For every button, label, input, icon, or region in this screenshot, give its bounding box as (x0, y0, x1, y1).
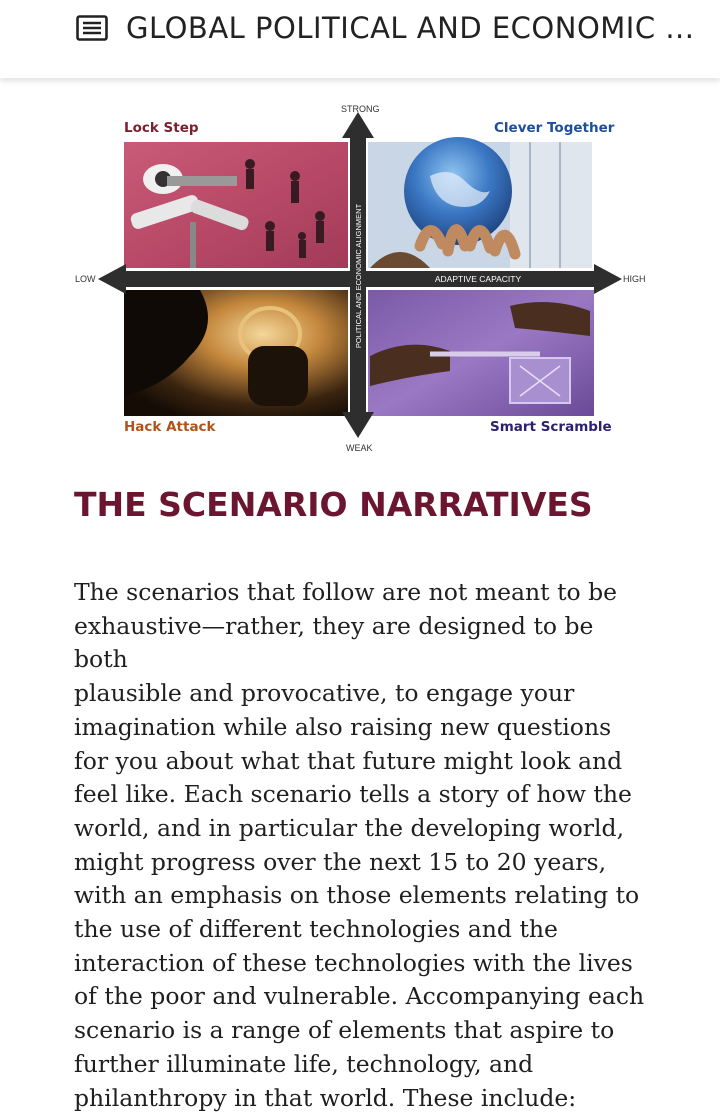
vertical-axis-label: POLITICAL AND ECONOMIC ALIGNMENT (354, 203, 363, 349)
text-line: The scenarios that follow are not meant to be (74, 578, 618, 606)
section-heading: THE SCENARIO NARRATIVES (74, 485, 593, 524)
clever-together-label: Clever Together (494, 120, 615, 136)
text-line: exhaustive—rather, they are designed to be both (74, 611, 594, 674)
smart-scramble-image (368, 290, 594, 416)
text-line: interaction of these technologies with the lives (74, 948, 633, 977)
text-line: the use of different technologies and the (74, 915, 558, 944)
text-line: for you about what that future might look and (74, 746, 623, 775)
text-line: scenario is a range of elements that aspire to (74, 1016, 615, 1045)
body-paragraph (74, 576, 654, 1115)
lock-step-image (124, 142, 348, 268)
axis-top-label: STRONG (341, 104, 380, 114)
axis-right-label: HIGH (623, 274, 646, 284)
text-line: further illuminate life, technology, and (74, 1049, 534, 1078)
clever-together-image (368, 137, 592, 268)
hack-attack-label: Hack Attack (124, 419, 216, 435)
scenario-diagram (70, 96, 650, 458)
top-app-bar (0, 0, 720, 78)
text-line: of the poor and vulnerable. Accompanying each (74, 982, 645, 1011)
lock-step-label: Lock Step (124, 120, 199, 136)
book-title[interactable]: GLOBAL POLITICAL AND ECONOMIC ... (126, 11, 695, 45)
table-of-contents-icon[interactable] (76, 15, 108, 41)
text-line: plausible and provocative, to engage your (74, 679, 575, 708)
text-line: with an emphasis on those elements relating to (74, 881, 640, 910)
text-line: philanthropy in that world. These include: (74, 1083, 577, 1112)
axis-left-label: LOW (75, 274, 96, 284)
hack-attack-image (124, 290, 348, 416)
text-line: feel like. Each scenario tells a story of how the (74, 780, 632, 809)
text-line: world, and in particular the developing world, (74, 813, 625, 842)
text-line: imagination while also raising new questions (74, 712, 612, 741)
horizontal-axis-label: ADAPTIVE CAPACITY (434, 274, 522, 284)
smart-scramble-label: Smart Scramble (490, 419, 612, 435)
axis-bottom-label: WEAK (346, 443, 373, 453)
text-line: might progress over the next 15 to 20 years, (74, 847, 607, 876)
